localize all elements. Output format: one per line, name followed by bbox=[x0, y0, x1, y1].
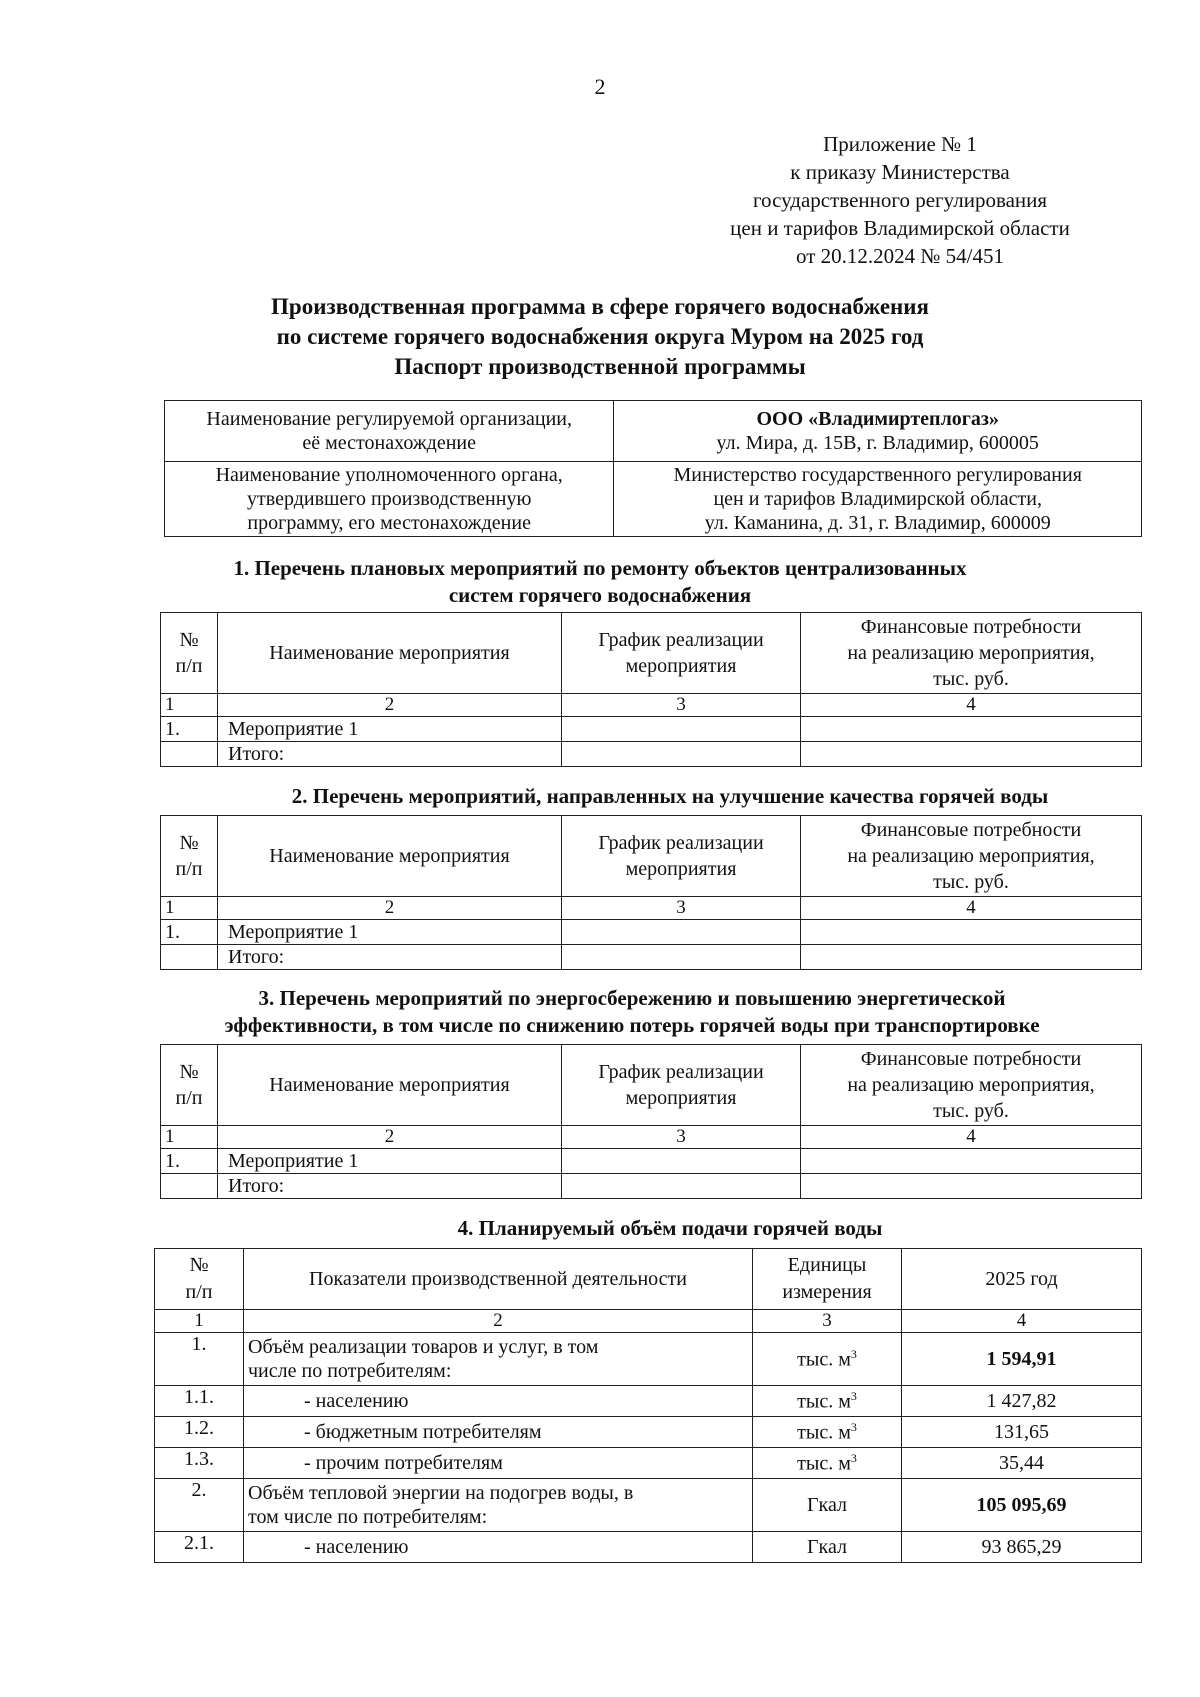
row-index: 1.3. bbox=[155, 1448, 244, 1479]
row-index: 1.2. bbox=[155, 1417, 244, 1448]
event-finance bbox=[801, 717, 1142, 742]
header-text: № bbox=[179, 1061, 199, 1083]
col-number bbox=[161, 1045, 218, 1126]
column-number: 1 bbox=[161, 1126, 218, 1149]
title-line: по системе горячего водоснабжения округа Муром на 2025 год bbox=[276, 324, 924, 349]
column-number: 3 bbox=[753, 1310, 902, 1333]
label-line: программу, его местонахождение bbox=[247, 512, 531, 534]
total-finance bbox=[801, 742, 1142, 767]
unit-superscript: 3 bbox=[850, 1346, 857, 1361]
table-total-row bbox=[161, 945, 1142, 970]
header-text: тыс. руб. bbox=[933, 871, 1009, 893]
appendix-line: Приложение № 1 bbox=[823, 132, 977, 156]
header-text: № bbox=[189, 1254, 209, 1276]
table-row bbox=[155, 1386, 1142, 1417]
label-line: Наименование регулируемой организации, bbox=[206, 408, 572, 430]
header-text: График реализации bbox=[598, 832, 764, 854]
organization-address: ул. Мира, д. 15В, г. Владимир, 600005 bbox=[716, 432, 1039, 454]
table-header-row bbox=[161, 613, 1142, 694]
value-cell: 1 427,82 bbox=[902, 1386, 1142, 1417]
col-unit bbox=[753, 1249, 902, 1310]
passport-label bbox=[165, 401, 614, 462]
col-name: Наименование мероприятия bbox=[218, 816, 562, 897]
header-text: Финансовые потребности bbox=[860, 1048, 1082, 1070]
section-3-title bbox=[32, 985, 1200, 1039]
header-text: мероприятия bbox=[625, 858, 737, 880]
row-index: 1.1. bbox=[155, 1386, 244, 1417]
col-finance bbox=[801, 613, 1142, 694]
label-line: её местонахождение bbox=[302, 432, 477, 454]
column-number-row bbox=[161, 897, 1142, 920]
col-schedule bbox=[562, 816, 801, 897]
authority-name: Министерство государственного регулирования bbox=[673, 464, 1082, 486]
appendix-line: от 20.12.2024 № 54/451 bbox=[795, 244, 1005, 268]
events-table-1 bbox=[160, 612, 1142, 767]
unit-text: тыс. м bbox=[797, 1348, 851, 1371]
indicator-name bbox=[244, 1479, 753, 1532]
passport-value bbox=[614, 401, 1142, 462]
indicator-line: Объём тепловой энергии на подогрев воды, в bbox=[248, 1482, 634, 1504]
title-line: Производственная программа в сфере горячего водоснабжения bbox=[271, 294, 929, 319]
section-title-line: эффективности, в том числе по снижению потерь горячей воды при транспортировке bbox=[224, 1013, 1040, 1037]
unit-superscript: 3 bbox=[850, 1388, 857, 1403]
header-text: п/п bbox=[175, 858, 203, 880]
column-number: 2 bbox=[244, 1310, 753, 1333]
col-year: 2025 год bbox=[902, 1249, 1142, 1310]
total-label: Итого: bbox=[218, 742, 562, 767]
header-text: п/п bbox=[185, 1281, 213, 1303]
column-number: 2 bbox=[218, 1126, 562, 1149]
unit-cell bbox=[753, 1448, 902, 1479]
table-total-row bbox=[161, 742, 1142, 767]
total-schedule bbox=[562, 742, 801, 767]
column-number: 1 bbox=[161, 694, 218, 717]
value-cell: 35,44 bbox=[902, 1448, 1142, 1479]
appendix-reference bbox=[690, 130, 1110, 270]
col-name: Наименование мероприятия bbox=[218, 613, 562, 694]
event-schedule bbox=[562, 920, 801, 945]
unit-text: тыс. м bbox=[797, 1390, 851, 1413]
passport-table bbox=[164, 400, 1142, 537]
header-text: График реализации bbox=[598, 1061, 764, 1083]
passport-label bbox=[165, 462, 614, 537]
value-cell: 1 594,91 bbox=[902, 1333, 1142, 1386]
column-number-row bbox=[161, 1126, 1142, 1149]
col-indicator: Показатели производственной деятельности bbox=[244, 1249, 753, 1310]
label-line: утвердившего производственную bbox=[247, 488, 532, 510]
unit-text: тыс. м bbox=[797, 1421, 851, 1444]
event-name: Мероприятие 1 bbox=[218, 920, 562, 945]
column-number: 3 bbox=[562, 1126, 801, 1149]
header-text: на реализацию мероприятия, bbox=[847, 1074, 1095, 1096]
section-1-title bbox=[0, 555, 1200, 609]
row-index: 1. bbox=[161, 717, 218, 742]
table-row bbox=[155, 1532, 1142, 1563]
unit-cell: Гкал bbox=[753, 1479, 902, 1532]
row-index bbox=[161, 742, 218, 767]
total-finance bbox=[801, 945, 1142, 970]
unit-cell bbox=[753, 1386, 902, 1417]
column-number: 1 bbox=[155, 1310, 244, 1333]
table-header-row bbox=[161, 816, 1142, 897]
indicator-name: - бюджетным потребителям bbox=[244, 1417, 753, 1448]
passport-row-organization bbox=[165, 401, 1142, 462]
row-index: 1. bbox=[161, 1149, 218, 1174]
column-number-row bbox=[155, 1310, 1142, 1333]
event-schedule bbox=[562, 1149, 801, 1174]
column-number: 2 bbox=[218, 897, 562, 920]
unit-cell bbox=[753, 1417, 902, 1448]
events-table-2 bbox=[160, 815, 1142, 970]
header-text: тыс. руб. bbox=[933, 1100, 1009, 1122]
header-text: Финансовые потребности bbox=[860, 616, 1082, 638]
section-4-title bbox=[70, 1215, 1200, 1242]
passport-row-authority bbox=[165, 462, 1142, 537]
header-text: мероприятия bbox=[625, 1087, 737, 1109]
volume-table bbox=[154, 1248, 1142, 1563]
event-schedule bbox=[562, 717, 801, 742]
total-schedule bbox=[562, 1174, 801, 1199]
row-index: 2. bbox=[155, 1479, 244, 1532]
header-text: на реализацию мероприятия, bbox=[847, 642, 1095, 664]
indicator-line: числе по потребителям: bbox=[248, 1360, 452, 1382]
header-text: тыс. руб. bbox=[933, 668, 1009, 690]
event-name: Мероприятие 1 bbox=[218, 1149, 562, 1174]
event-finance bbox=[801, 920, 1142, 945]
col-number bbox=[161, 816, 218, 897]
appendix-line: цен и тарифов Владимирской области bbox=[730, 216, 1070, 240]
header-text: мероприятия bbox=[625, 655, 737, 677]
event-finance bbox=[801, 1149, 1142, 1174]
label-line: Наименование уполномоченного органа, bbox=[215, 464, 563, 486]
column-number: 3 bbox=[562, 694, 801, 717]
total-label: Итого: bbox=[218, 945, 562, 970]
page-number: 2 bbox=[594, 74, 606, 99]
table-row bbox=[161, 920, 1142, 945]
value-cell: 131,65 bbox=[902, 1417, 1142, 1448]
unit-superscript: 3 bbox=[850, 1450, 857, 1465]
unit-text: тыс. м bbox=[797, 1452, 851, 1475]
header-text: на реализацию мероприятия, bbox=[847, 845, 1095, 867]
unit-cell: Гкал bbox=[753, 1532, 902, 1563]
table-row bbox=[155, 1479, 1142, 1532]
header-text: п/п bbox=[175, 655, 203, 677]
appendix-line: государственного регулирования bbox=[752, 188, 1048, 212]
table-row bbox=[161, 717, 1142, 742]
indicator-name: - населению bbox=[244, 1386, 753, 1417]
header-text: Единицы bbox=[787, 1254, 867, 1276]
unit-superscript: 3 bbox=[850, 1419, 857, 1434]
col-number bbox=[161, 613, 218, 694]
col-finance bbox=[801, 1045, 1142, 1126]
event-name: Мероприятие 1 bbox=[218, 717, 562, 742]
passport-value bbox=[614, 462, 1142, 537]
table-row bbox=[155, 1417, 1142, 1448]
total-label: Итого: bbox=[218, 1174, 562, 1199]
value-cell: 105 095,69 bbox=[902, 1479, 1142, 1532]
header-text: п/п bbox=[175, 1087, 203, 1109]
total-schedule bbox=[562, 945, 801, 970]
section-title-line: 4. Планируемый объём подачи горячей воды bbox=[457, 1216, 883, 1240]
section-title-line: 3. Перечень мероприятий по энергосбережению и повышению энергетической bbox=[258, 986, 1006, 1010]
table-total-row bbox=[161, 1174, 1142, 1199]
column-number: 4 bbox=[902, 1310, 1142, 1333]
table-header-row bbox=[161, 1045, 1142, 1126]
unit-cell bbox=[753, 1333, 902, 1386]
authority-name: цен и тарифов Владимирской области, bbox=[713, 488, 1042, 510]
section-2-title bbox=[70, 783, 1200, 810]
indicator-name: - населению bbox=[244, 1532, 753, 1563]
col-schedule bbox=[562, 1045, 801, 1126]
col-number bbox=[155, 1249, 244, 1310]
column-number-row bbox=[161, 694, 1142, 717]
column-number: 4 bbox=[801, 694, 1142, 717]
row-index bbox=[161, 1174, 218, 1199]
header-text: № bbox=[179, 832, 199, 854]
column-number: 3 bbox=[562, 897, 801, 920]
header-text: № bbox=[179, 629, 199, 651]
col-finance bbox=[801, 816, 1142, 897]
section-title-line: 1. Перечень плановых мероприятий по ремонту объектов централизованных bbox=[233, 556, 967, 580]
indicator-line: том числе по потребителям: bbox=[248, 1506, 488, 1528]
table-row bbox=[155, 1333, 1142, 1386]
row-index: 1. bbox=[155, 1333, 244, 1386]
table-row bbox=[161, 1149, 1142, 1174]
section-title-line: систем горячего водоснабжения bbox=[448, 583, 752, 607]
organization-name: ООО «Владимиртеплогаз» bbox=[756, 408, 999, 430]
section-title-line: 2. Перечень мероприятий, направленных на улучшение качества горячей воды bbox=[291, 784, 1049, 808]
col-schedule bbox=[562, 613, 801, 694]
indicator-line: Объём реализации товаров и услуг, в том bbox=[248, 1336, 599, 1358]
column-number: 4 bbox=[801, 1126, 1142, 1149]
events-table-3 bbox=[160, 1044, 1142, 1199]
table-header-row bbox=[155, 1249, 1142, 1310]
row-index bbox=[161, 945, 218, 970]
value-cell: 93 865,29 bbox=[902, 1532, 1142, 1563]
column-number: 4 bbox=[801, 897, 1142, 920]
authority-address: ул. Каманина, д. 31, г. Владимир, 600009 bbox=[704, 512, 1051, 534]
title-line: Паспорт производственной программы bbox=[394, 354, 806, 379]
row-index: 2.1. bbox=[155, 1532, 244, 1563]
col-name: Наименование мероприятия bbox=[218, 1045, 562, 1126]
column-number: 1 bbox=[161, 897, 218, 920]
column-number: 2 bbox=[218, 694, 562, 717]
header-text: Финансовые потребности bbox=[860, 819, 1082, 841]
indicator-name: - прочим потребителям bbox=[244, 1448, 753, 1479]
indicator-name bbox=[244, 1333, 753, 1386]
document-title bbox=[0, 292, 1200, 382]
total-finance bbox=[801, 1174, 1142, 1199]
appendix-line: к приказу Министерства bbox=[790, 160, 1010, 184]
header-text: График реализации bbox=[598, 629, 764, 651]
table-row bbox=[155, 1448, 1142, 1479]
row-index: 1. bbox=[161, 920, 218, 945]
header-text: измерения bbox=[782, 1281, 872, 1303]
